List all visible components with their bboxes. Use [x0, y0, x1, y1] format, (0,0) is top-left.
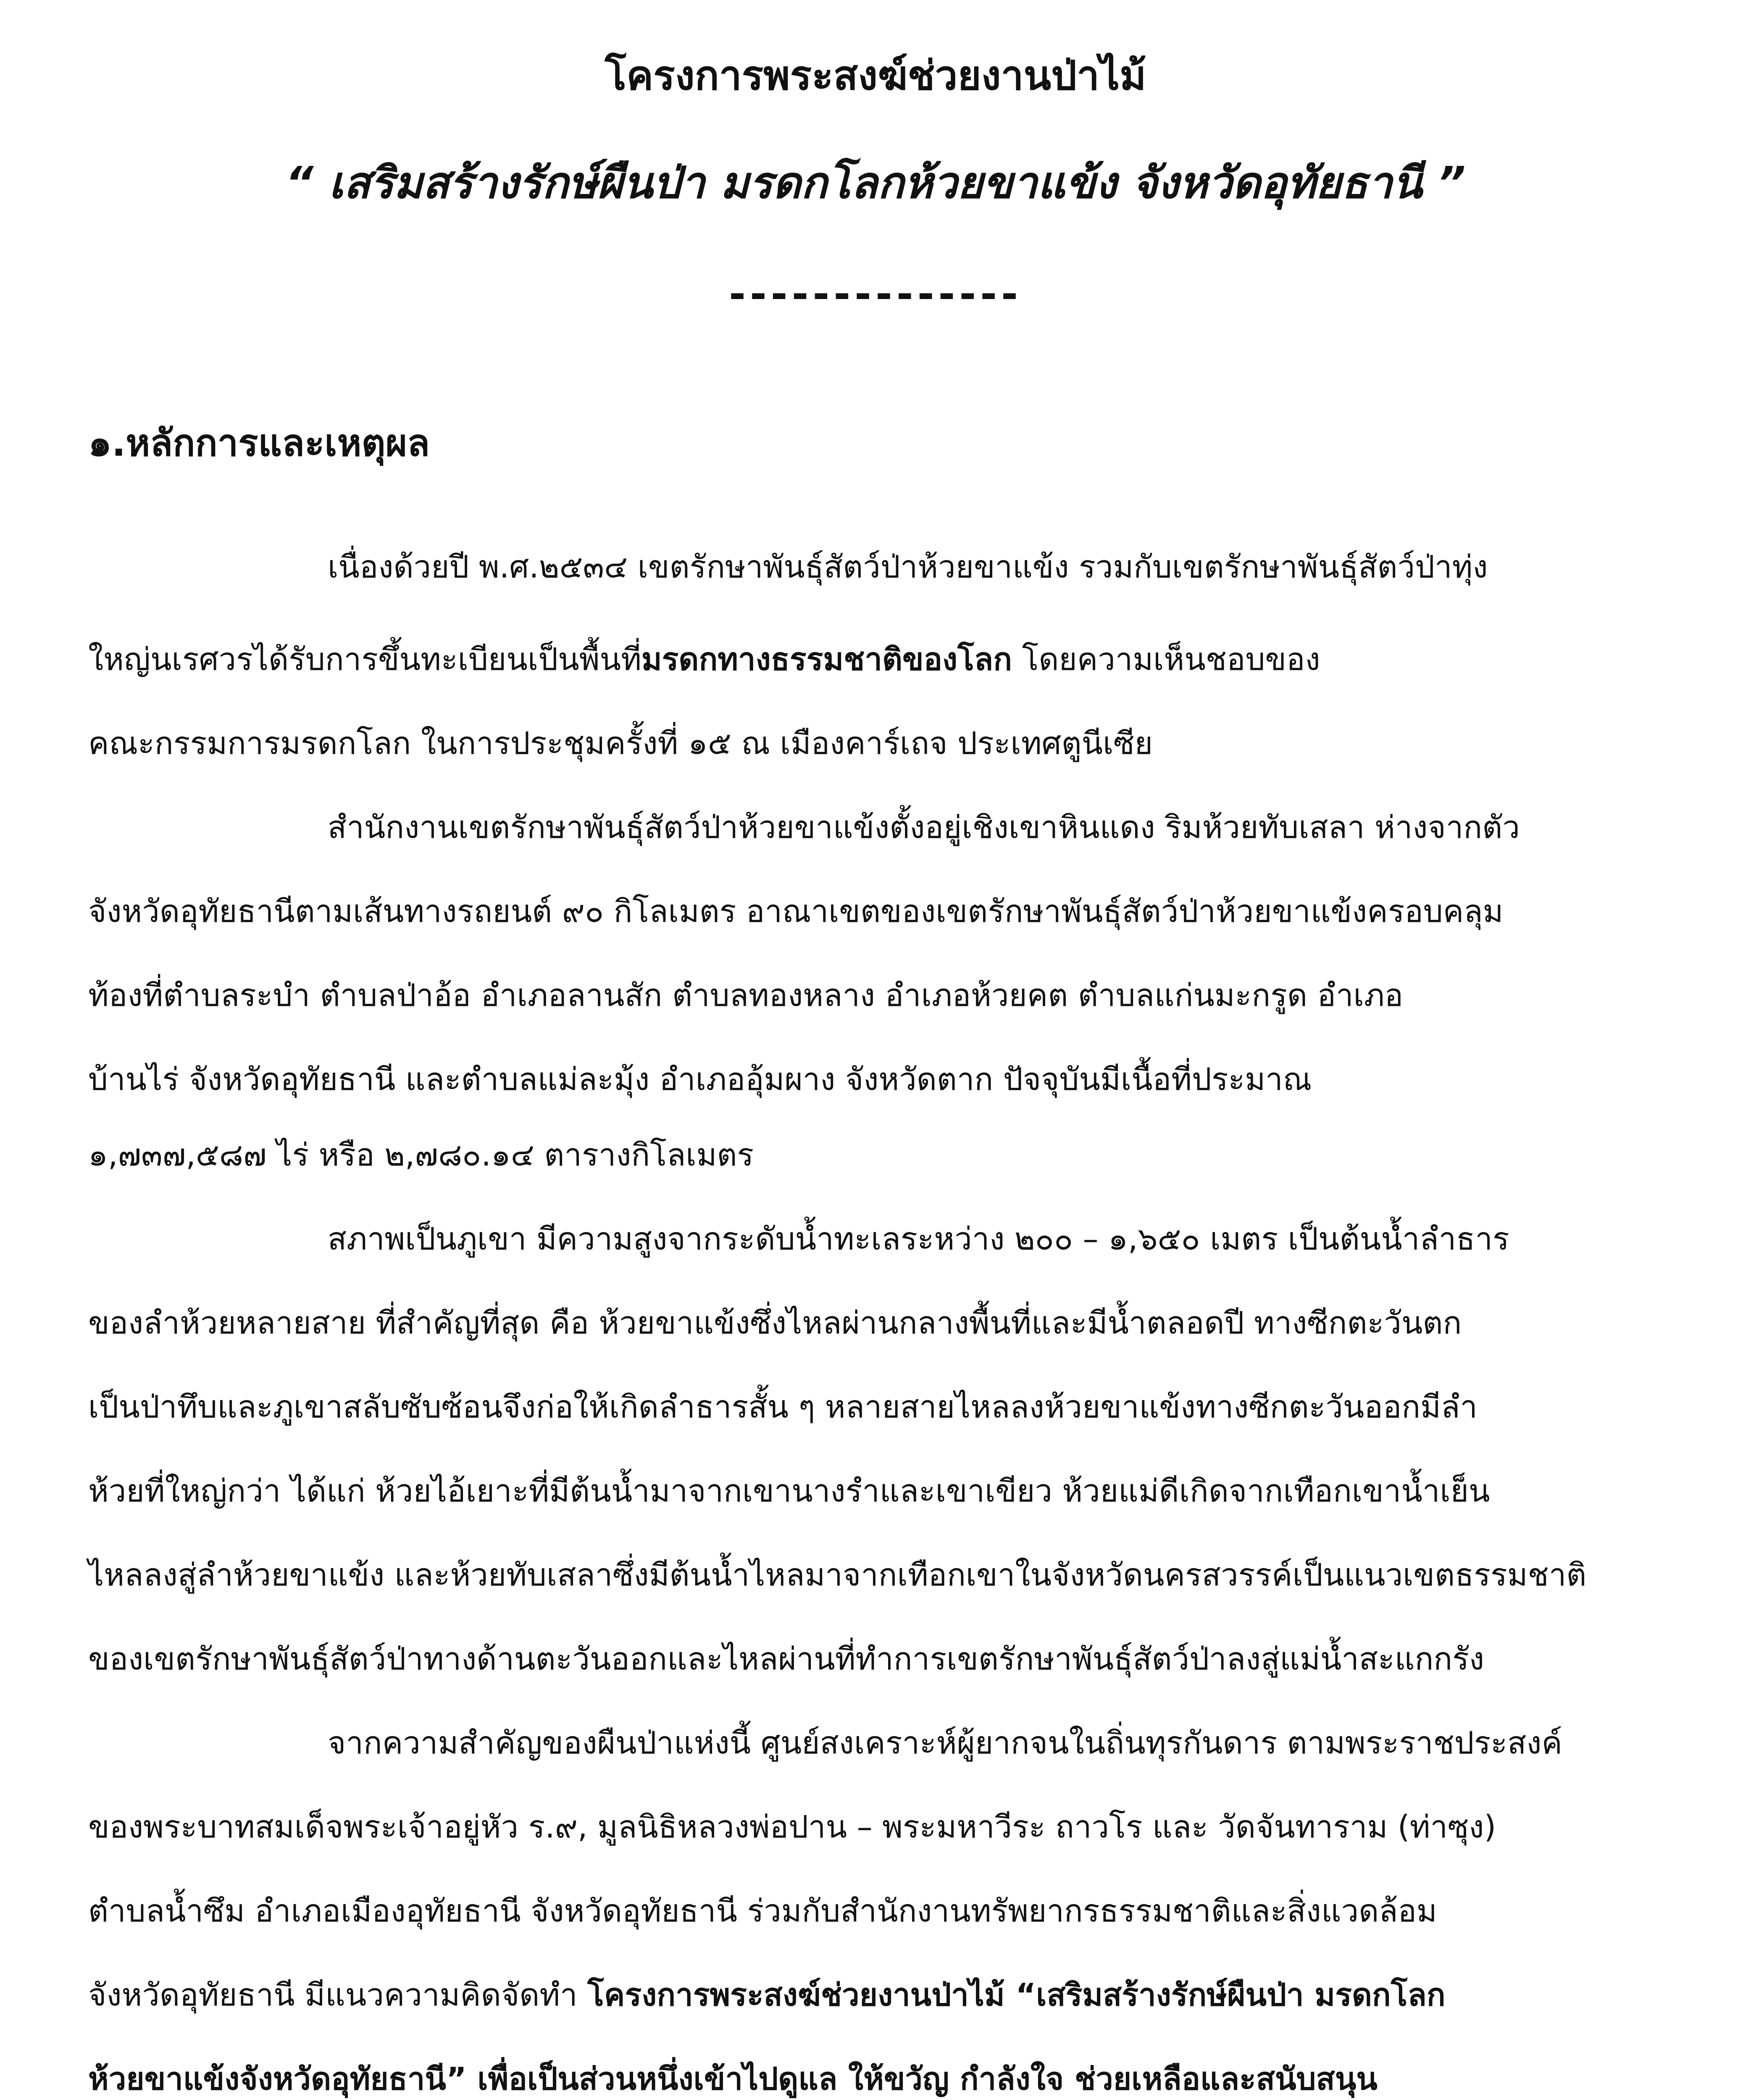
title-separator: -------------- — [729, 270, 1022, 318]
body-line: ของเขตรักษาพันธุ์สัตว์ป่าทางด้านตะวันออกและไหลผ่านที่ทำการเขตรักษาพันธุ์สัตว์ป่าลงสู่แม่น้ำสะแกกรัง — [88, 1641, 1484, 1677]
body-line — [88, 634, 1320, 685]
body-line: ของลำห้วยหลายสาย ที่สำคัญที่สุด คือ ห้วยขาแข้งซึ่งไหลผ่านกลางพื้นที่และมีน้ำตลอดปี ทางซีกตะวันตก — [88, 1305, 1462, 1341]
body-line: สำนักงานเขตรักษาพันธุ์สัตว์ป่าห้วยขาแข้งตั้งอยู่เชิงเขาหินแดง ริมห้วยทับเสลา ห่างจากตัว — [328, 809, 1520, 845]
body-line: ของพระบาทสมเด็จพระเจ้าอยู่หัว ร.๙, มูลนิธิหลวงพ่อปาน – พระมหาวีระ ถาวโร และ วัดจันทาราม (ท่าซุง) — [88, 1809, 1496, 1845]
body-line: ไหลลงสู่ลำห้วยขาแข้ง และห้วยทับเสลาซึ่งมีต้นน้ำไหลมาจากเทือกเขาในจังหวัดนครสวรรค์เป็นแนวเขตธรรมชาติ — [88, 1557, 1587, 1593]
body-line: สภาพเป็นภูเขา มีความสูงจากระดับน้ำทะเลระหว่าง ๒๐๐ – ๑,๖๕๐ เมตร เป็นต้นน้ำลำธาร — [328, 1221, 1509, 1257]
document-title: โครงการพระสงฆ์ช่วยงานป่าไม้ — [605, 52, 1146, 99]
body-line: จากความสำคัญของผืนป่าแห่งนี้ ศูนย์สงเคราะห์ผู้ยากจนในถิ่นทุรกันดาร ตามพระราชประสงค์ — [328, 1725, 1562, 1761]
body-line: คณะกรรมการมรดกโลก ในการประชุมครั้งที่ ๑๕ ณ เมืองคาร์เถจ ประเทศตูนีเซีย — [88, 725, 1153, 761]
document-subtitle: “ เสริมสร้างรักษ์ผืนป่า มรดกโลกห้วยขาแข้ง จังหวัดอุทัยธานี ” — [285, 157, 1466, 208]
section-heading: ๑.หลักการและเหตุผล — [88, 421, 430, 465]
text-run: โดยความเห็นชอบของ — [1012, 641, 1320, 677]
body-line: เป็นป่าทึบและภูเขาสลับซับซ้อนจึงก่อให้เกิดลำธารสั้น ๆ หลายสายไหลลงห้วยขาแข้งทางซีกตะวันออกมีลำ — [88, 1389, 1478, 1425]
body-line: ตำบลน้ำซึม อำเภอเมืองอุทัยธานี จังหวัดอุทัยธานี ร่วมกับสำนักงานทรัพยากรธรรมชาติและสิ่งแวดล้อม — [88, 1893, 1437, 1929]
text-run: ใหญ่นเรศวรได้รับการขึ้นทะเบียนเป็นพื้นที่ — [88, 641, 642, 677]
body-line: จังหวัดอุทัยธานีตามเส้นทางรถยนต์ ๙๐ กิโลเมตร อาณาเขตของเขตรักษาพันธุ์สัตว์ป่าห้วยขาแข้งครอบคลุม — [88, 893, 1504, 929]
body-line: ๑,๗๓๗,๕๘๗ ไร่ หรือ ๒,๗๘๐.๑๔ ตารางกิโลเมตร — [88, 1137, 754, 1173]
text-run: จังหวัดอุทัยธานี มีแนวความคิดจัดทำ — [88, 1977, 588, 2013]
emphasis-text: มรดกทางธรรมชาติของโลก — [641, 641, 1012, 677]
body-line: ห้วยที่ใหญ่กว่า ได้แก่ ห้วยไอ้เยาะที่มีต้นน้ำมาจากเขานางรำและเขาเขียว ห้วยแม่ดีเกิดจากเทือกเขาน้ำเย็น — [88, 1473, 1490, 1509]
emphasis-text: โครงการพระสงฆ์ช่วยงานป่าไม้ “เสริมสร้างรักษ์ผืนป่า มรดกโลก — [587, 1977, 1446, 2013]
body-line: ห้วยขาแข้งจังหวัดอุทัยธานี” เพื่อเป็นส่วนหนึ่งเข้าไปดูแล ให้ขวัญ กำลังใจ ช่วยเหลือและสนับสนุน — [88, 2061, 1378, 2097]
body-line: บ้านไร่ จังหวัดอุทัยธานี และตำบลแม่ละมุ้ง อำเภออุ้มผาง จังหวัดตาก ปัจจุบันมีเนื้อที่ประมาณ — [88, 1061, 1312, 1097]
body-line — [88, 1970, 1446, 2020]
body-line: เนื่องด้วยปี พ.ศ.๒๕๓๔ เขตรักษาพันธุ์สัตว์ป่าห้วยขาแข้ง รวมกับเขตรักษาพันธุ์สัตว์ป่าทุ่ง — [328, 549, 1488, 585]
body-line: ท้องที่ตำบลระบำ ตำบลป่าอ้อ อำเภอลานสัก ตำบลทองหลาง อำเภอห้วยคต ตำบลแก่นมะกรูด อำเภอ — [88, 977, 1404, 1013]
